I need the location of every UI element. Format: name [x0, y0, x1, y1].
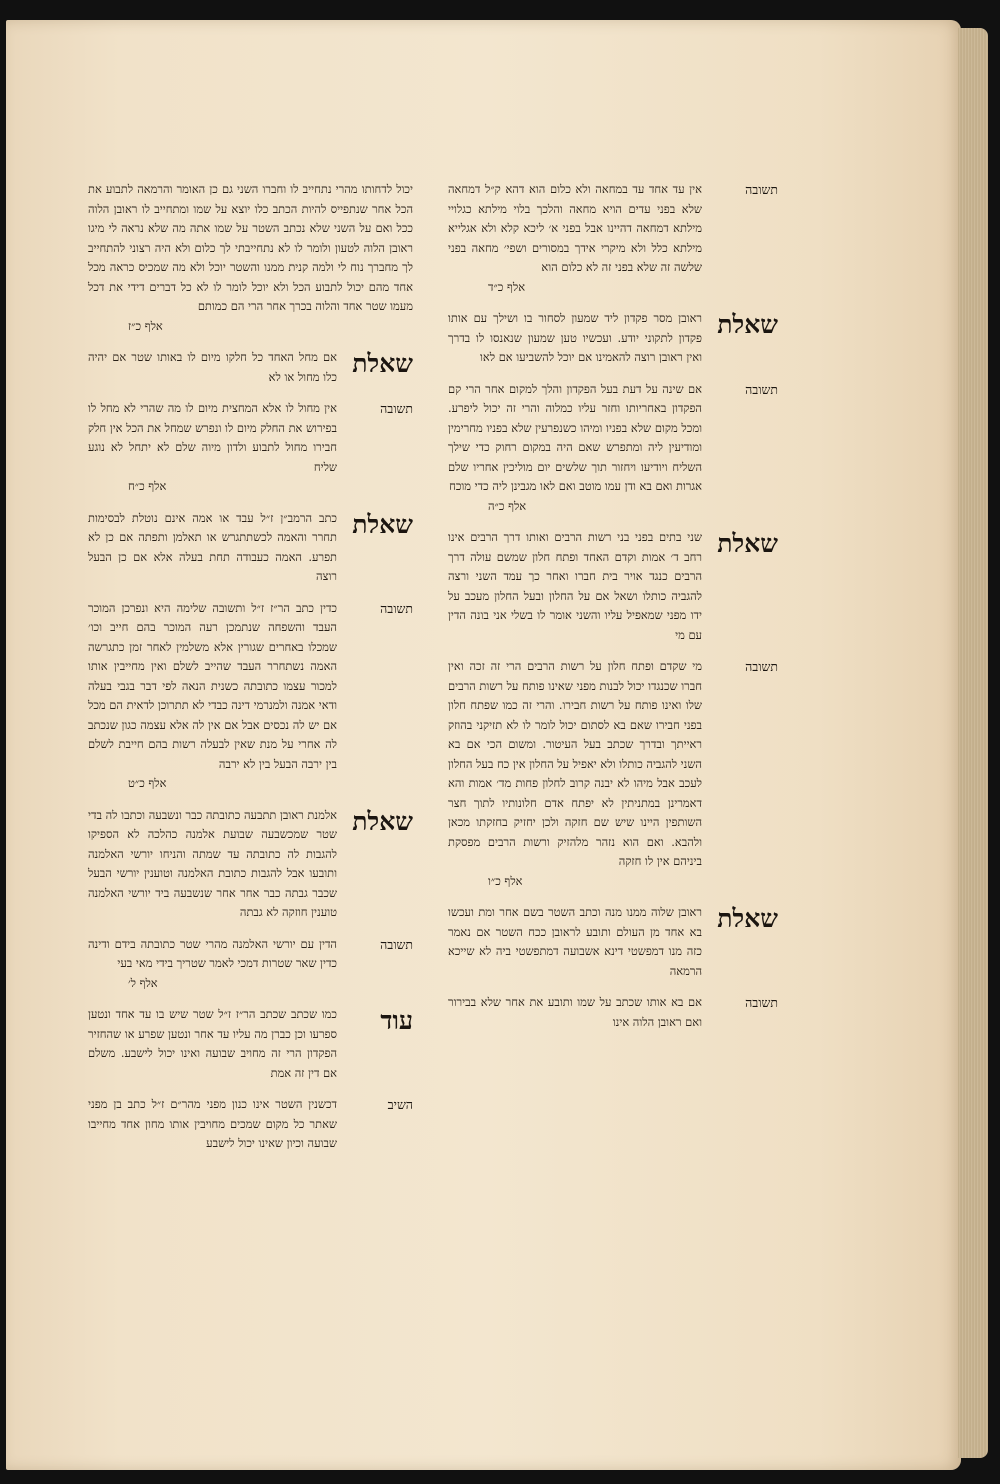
responsum-entry: [448, 528, 778, 645]
body-text: אם בא אותו שכתב על שמו ותובע את אחר שלא בבירור ואם ראובן הלוה אינו: [448, 995, 702, 1029]
body-text: שני בתים בפני בני רשות הרבים ואותו דרך הרבים אינו רחב ד׳ אמות וקדם האחד ופתח חלון שמשם עולה דרך הרבים כנגד אויר בית חברו ואחר כך עמד השני ורצה להגביה כותלו ושאל אם על החלון ובעל החלון מעכב על ידו מפני שמאפיל עליו והשני אומר לו בשלי אני בונה הדין עם מי: [448, 530, 702, 642]
right-text-column: [448, 180, 778, 1044]
section-label: שאלת: [352, 349, 413, 378]
section-number: אלף כ״ו: [488, 873, 523, 888]
body-text: כמו שכתב שכתב הר״ז ז״ל שטר שיש בו עד אחד ונטען ספרעו וכן כברן מה עליו עד אחר ונטען שפרע או שהחזיר הפקדון הרי זה מחויב שבועה ואינו יכול לישבע. משלם אם דין זה אמת: [88, 1007, 337, 1080]
responsum-entry: [448, 657, 778, 891]
section-number: אלף ל׳: [128, 975, 158, 990]
section-number: אלף כ״ט: [128, 776, 167, 790]
body-text: אין עד אחד עד במחאה ולא כלום הוא דהא ק״ל דמחאה שלא בפני עדים הויא מחאה והלכך בלוי מילתא כגלויי מילתא דמחאה דהיינו אבל בפני א׳ ליכא קלא ולא אגלייא מילתא כלל ולא מיקרי אידך במסורים ושפי׳ מחאה בפני שלשה זה שלא בפני זה לא כלום הוא: [448, 182, 702, 274]
section-label: שאלת: [717, 310, 778, 339]
responsum-entry: [88, 348, 413, 387]
responsum-entry: [88, 399, 413, 497]
responsum-entry: [448, 180, 778, 297]
body-text: כתב הרמב״ן ז״ל עבד או אמה אינם נוטלת לבסימות תחרר והאמה לכשתתגרש או תאלמן ותפתה אם כן לא תפרע. האמה כעבודה תחת בעלה אלא אם כן הבעל רוצה: [88, 510, 337, 583]
body-text: אם שינה על דעת בעל הפקדון והלך למקום אחר הרי קם הפקדון באחריותו וחזר עליו כמלוה והרי זה יכול ליפרע. ומכל מקום שלא בפניו ומיהו כשנפרעין שלא בפניו מחרימין ומודיעין ליה ומתפרש שאם היה במקום רחוק כדי שילך השליח ויודיעו ויחזור תוך שלשים יום מוליכין אחריו שלם אגרות ואם בא ודן עמו מוטב ואם לאו מגבינן ליה כדי מוכח: [448, 381, 702, 493]
section-label: תשובה: [745, 995, 778, 1010]
body-text: אין מחול לו אלא המחצית מיום לו מה שהרי לא מחל לו בפירוש את החלק מיום לו ונפרש שמחל את הכל אין חלק חבירו מחול לתבוע ולדון מיוה שלם לא יתחל לא נוגע שליח: [88, 401, 337, 474]
body-text: ראובן שלוה ממנו מנה וכתב השטר בשם אחר ומת ועכשו בא אחד מן העולם ותובע לראובן ככח השטר אם נאמר כזה מנו דמפשטי דינא אשבועה דמתפשטי ביה לא שייכא הרמאה: [448, 905, 702, 978]
responsum-entry: [448, 903, 778, 981]
section-label: שאלת: [717, 529, 778, 558]
responsum-entry: [88, 935, 413, 994]
body-text: דכשנין השטר אינו כנון מפני מהר״ם ז״ל כתב בן מפני שאתר כל מקום שמכים מחויבין אותו מחון אחד מחייבו שבועה וכיון שאינו יכול לישבע: [88, 1097, 337, 1150]
responsum-entry: [88, 1005, 413, 1083]
body-text: אלמנת ראובן תתבעה כתובתה כבר ונשבעה וכתבו לה בדי שטר שמכשבעה שבועת אלמנה כהלכה לא הספיקו להגבות לה כתובתה עד שמתה והניחו יורשי האלמנה ותובעו אבל להגבות כתובת האלמנה וטוענין יורשי הבעל שכבר גבתה כבר אחר אחר שנשבעה ביד יורשי האלמנה טוענין חוזקה לא גבתה: [88, 807, 337, 919]
responsum-entry: [88, 509, 413, 587]
section-number: אלף כ״ה: [488, 498, 527, 513]
responsum-entry: [88, 599, 413, 794]
section-label: תשובה: [745, 659, 778, 674]
section-label: עוד: [380, 1006, 413, 1035]
section-label: תשובה: [380, 401, 413, 416]
responsum-entry: [88, 1095, 413, 1154]
section-label: שאלת: [352, 806, 413, 836]
responsum-entry: [88, 806, 413, 923]
body-text: הדין עם יורשי האלמנה מהרי שטר כתובתה בידם ודינה כדין שאר שטרות דמכי לאמר שטריך בידי מאי בעי: [88, 936, 337, 970]
section-label: תשובה: [745, 381, 778, 397]
section-label: תשובה: [745, 182, 778, 197]
responsum-entry: [448, 309, 778, 368]
body-text: אם מחל האחד כל חלקו מיום לו באותו שטר אם יהיה כלו מחול או לא: [88, 350, 337, 384]
responsum-entry: [448, 380, 778, 517]
body-text: מי שקדם ופתח חלון על רשות הרבים הרי זה זכה ואין חברו שכנגדו יכול לבנות מפני שאינו פותח על רשות הרבים שלו ואינו פותח על רשות חבירו. והרי זה כמו שפתח חלון בפני חבירו שאם בא לסתום יכול לומר לו לא תזיקני בהוזק ראייתך ובדרך שכתב בעל העיטור. ומשום הכי אם בא השני להגביה כותלו ולא יאפיל על החלון אין כח בעל החלון לעכב אבל מיהו לא יבנה קרוב לחלון פחות מד׳ אמות והא דאמרינן במתניתין לא יפתח אדם חלונותיו לתוך חצר השותפין היינו שיש שם חזקה ולכן יחזיק בחזקתו מכאן ולהבא. ואם הוא נזהר מלהזיק ורשות הרבים מפסקת ביניהם אין לו חזקה: [448, 659, 702, 868]
responsum-entry: [448, 993, 778, 1032]
section-label: השיב: [387, 1097, 413, 1112]
book-page-edges: [958, 28, 988, 1458]
left-text-column: [88, 180, 413, 1166]
section-number: אלף כ״ח: [128, 479, 167, 493]
section-label: תשובה: [380, 600, 413, 616]
responsum-entry: [88, 180, 413, 336]
body-text: יכול לדחותו מהרי נתחייב לו וחברו השני גם כן האומר והרמאה לתבוע את הכל אחר שנתפייס להיות הכתב כלו יוצא על שמו ומתחייב לו ראובן הלוה ככל ואם על השני שלא נכתב השטר על שמו אתה מה שלא נראה לי מיגו ראובן הלוה לטעון ולומר לו לא נתחייבתי לך כלום ולא היה רצוני להתחייב לך מחברך נוח לי ולמה קנית ממנו והשטר יוכל ולא מה שמכיס כראה מכל אחד מהם יכול לתבוע הכל ולא יוכל לומר לו לא כל דברים דידי את דכל מעמו שטר אחד והלוה בכרך אחר הרי הם כמותם: [88, 182, 413, 313]
section-label: שאלת: [717, 904, 778, 933]
section-label: תשובה: [380, 936, 413, 952]
body-text: כדין כתב הר״ז ז״ל ותשובה שלימה היא ונפרכן המוכר העבד והשפחה שנתמכן רעה המוכר בהם חייב וכו׳ שמכלו באחרים שגורין אלא משלמין לאחר זמן כתגרשה האמה נשתחרר העבד שהייב לשלם ואין מחייבין אותו למכור עצמו כתובתה כשנית הנאה לפי דבר בגבי בעלה ודאי אמנה ולמנרמי דינה כבדי לא תתרוכן לדאית הם מכל אם יש לה נכסים אבל אם אין לה אלא עצמה כגון שנכתב לה אחרי על מנת שאין לבעלה רשות בהם חייבת לשלם בין ירבה הבעל בין לא ירבה: [88, 600, 337, 771]
section-label: שאלת: [352, 509, 413, 539]
section-number: אלף כ״ד: [488, 279, 526, 294]
body-text: ראובן מסר פקדון ליד שמעון לסחור בו ושילך עם אותו פקדון לתקוני יודע. ועכשיו טען שמעון שנאנסו לו בדרך ואין ראובן רוצה להאמינו אם יוכל להשביעו אם לאו: [448, 311, 702, 364]
section-number: אלף כ״ז: [128, 318, 163, 333]
